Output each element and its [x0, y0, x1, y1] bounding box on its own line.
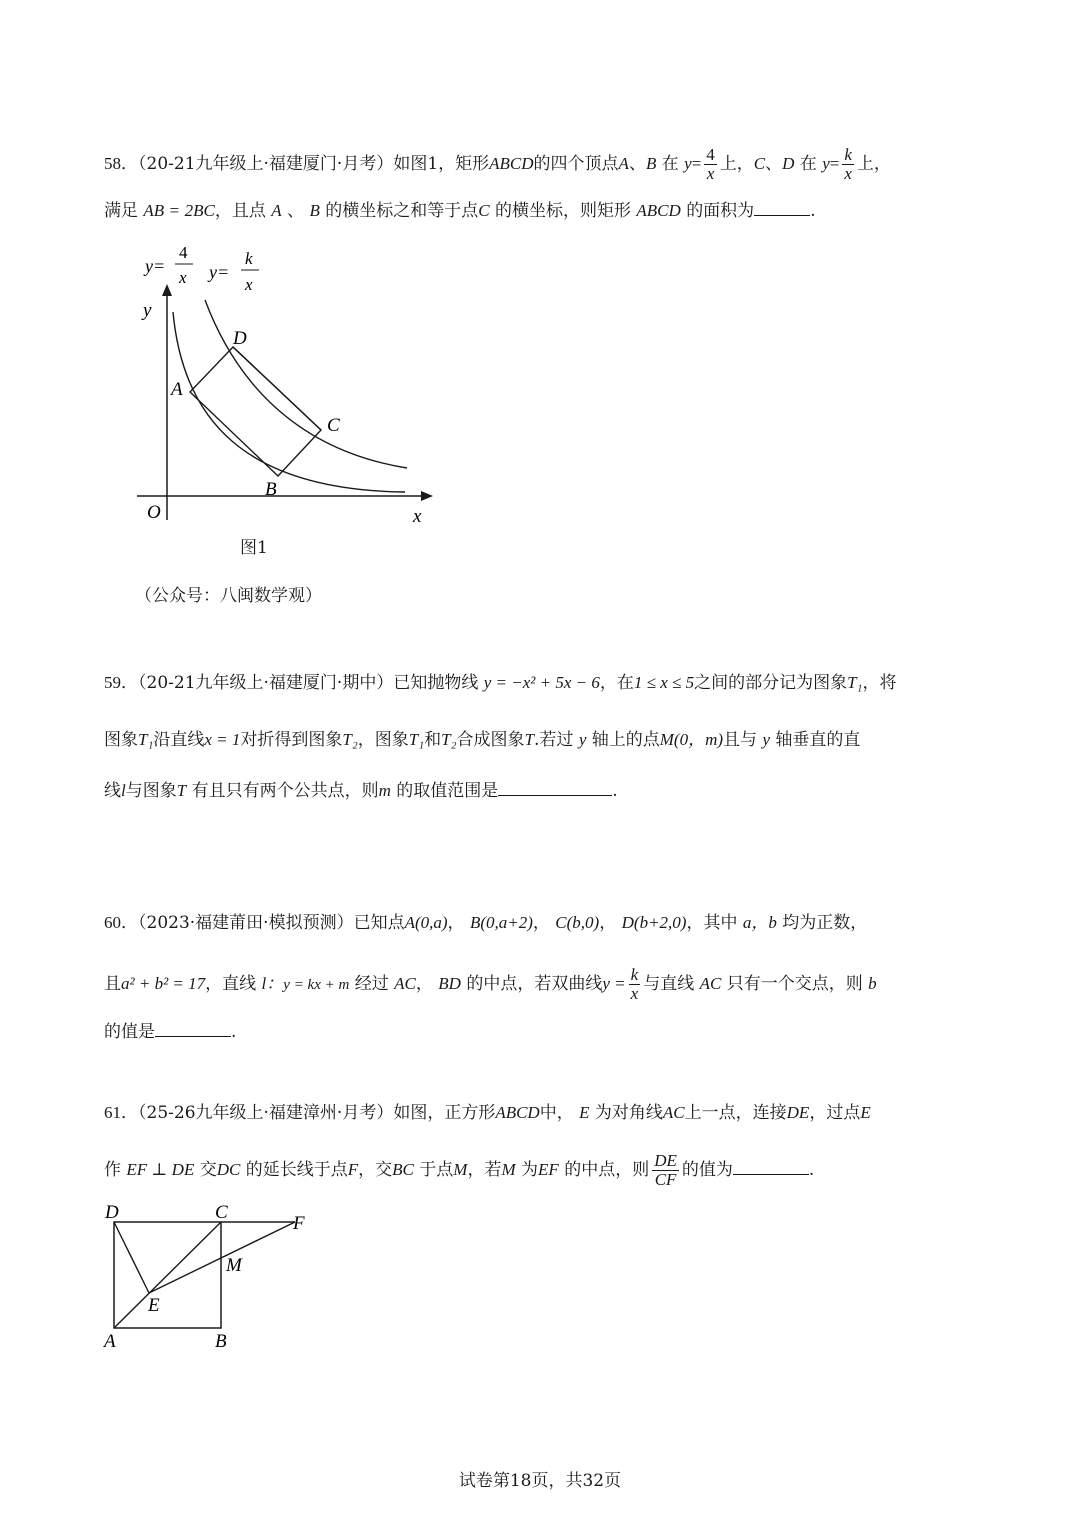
q59-text: 轴上的点 — [591, 730, 660, 750]
q61-number: 61． — [104, 1103, 138, 1122]
q60-line1: 60．（2023·福建莆田·模拟预测）已知点A(0,a)， B(0,a+2)， C(b,0)， D(b+2,0)，其中 a，b 均为正数， — [104, 913, 868, 933]
q58-math: 2BC — [184, 201, 215, 220]
q58-figure-caption: 图1 — [240, 538, 268, 558]
q59-line1 — [104, 671, 896, 695]
q60-text: 的中点，若双曲线 — [466, 974, 603, 994]
q59-T2: T₂ — [342, 730, 358, 749]
page-footer: 试卷第18页，共32页 — [458, 1471, 622, 1491]
q61-text: 中， — [539, 1103, 574, 1123]
q60-math: y = — [602, 974, 626, 993]
q61-math: BC — [392, 1160, 414, 1179]
q60-source: （2023·福建莆田·模拟预测） — [138, 913, 354, 933]
fig61-point-A: A — [104, 1331, 116, 1350]
q59-text: ，图象 — [357, 730, 409, 750]
q61-math: M — [453, 1160, 468, 1179]
q58-text: . — [810, 201, 816, 221]
q58-line2 — [104, 197, 816, 223]
q59-T1: T₁ — [138, 730, 154, 749]
q59-point-M: M(0，m) — [659, 730, 724, 749]
q60-number: 60． — [104, 913, 138, 932]
q61-text: ，若 — [467, 1160, 502, 1180]
fig61-point-C: C — [215, 1202, 228, 1223]
q59-T1: T₁ — [847, 673, 863, 692]
q58-math: ABCD — [489, 154, 534, 173]
q58-source: （20-21九年级上·福建厦门·月考） — [138, 154, 394, 174]
q60-point-B: B(0,a+2) — [469, 913, 533, 932]
q61-math: F — [347, 1160, 359, 1179]
q60-answer-blank[interactable] — [155, 1018, 231, 1037]
fig61-point-M: M — [226, 1255, 242, 1276]
q59-text: 与图象 — [125, 781, 177, 801]
fig-label-x: x — [179, 268, 187, 287]
q59-line3 — [104, 777, 618, 803]
q59-text: 之间的部分记为图象 — [694, 673, 848, 693]
q60-text: 的值是 — [104, 1022, 155, 1042]
q59-text: ，在 — [599, 673, 634, 693]
q58-answer-blank[interactable] — [754, 197, 810, 216]
q59-math: y — [578, 730, 587, 749]
q58-math: D — [782, 154, 795, 173]
q58-text: 、 — [628, 154, 646, 174]
q58-math: A — [271, 201, 282, 220]
segment-DE — [114, 1222, 149, 1293]
q59-math: y — [762, 730, 770, 749]
q60-line2: 且a² + b² = 17，直线 l：y = kx + m 经过 AC， BD 的中点，若双曲线y = $\frac{k}{x}$ 与直线 AC 只有一个交点，则 b — [104, 965, 877, 1003]
q58-math: B — [645, 154, 657, 173]
q61-frac-DE-CF — [652, 1152, 679, 1189]
q58-note: （公众号：八闽数学观） — [135, 586, 322, 606]
q61-math: M — [501, 1160, 516, 1179]
q61-text: 的延长线于点 — [245, 1160, 348, 1180]
q61-source: （25-26九年级上·福建漳州·月考） — [138, 1103, 394, 1123]
q61-text: 于点 — [419, 1160, 454, 1180]
q60-text: 经过 — [354, 974, 389, 994]
q61-math: EF ⊥ DE — [126, 1160, 195, 1179]
q58-text: 在 — [799, 154, 817, 174]
q61-text: . — [808, 1160, 815, 1180]
q58-text: 的横坐标之和等于点 — [325, 201, 479, 221]
q59-text: 图象 — [104, 730, 138, 750]
q58-text: ，且点 — [214, 201, 266, 221]
q58-math: = — [829, 154, 840, 173]
q61-text: ，交 — [358, 1160, 393, 1180]
fig61-point-E: E — [148, 1295, 160, 1316]
q59-T: T — [176, 781, 187, 800]
q58-math: y — [822, 154, 830, 173]
q58-math: B — [309, 201, 320, 220]
curve-k-over-x — [205, 300, 407, 468]
q58-math: = — [691, 154, 702, 173]
segment-EF — [149, 1222, 295, 1293]
fig-label-xaxis: x — [413, 506, 422, 527]
q59-answer-blank[interactable] — [498, 777, 612, 796]
frac-den: x — [630, 984, 639, 1003]
q61-math: ABCD — [495, 1103, 540, 1122]
fig-label-y-eq2: y= — [209, 262, 230, 282]
q61-text: 交 — [199, 1160, 217, 1180]
diagonal-AC — [114, 1222, 221, 1328]
frac-den: x — [706, 164, 715, 183]
q61-line1 — [104, 1101, 871, 1125]
q58-text: 的四个顶点 — [533, 154, 619, 174]
fig-label-y: y — [143, 300, 152, 321]
q58-text: 、 — [765, 154, 783, 174]
q61-math: DE — [786, 1103, 810, 1122]
q59-text: ，将 — [862, 673, 897, 693]
q59-text: 沿直线 — [153, 730, 205, 750]
q61-answer-blank[interactable] — [733, 1156, 809, 1175]
q58-text: 上， — [719, 154, 754, 174]
q60-line-l: l： — [261, 974, 284, 993]
q58-text: 、 — [287, 201, 305, 221]
q58-figure — [135, 240, 435, 530]
q61-math: E — [860, 1103, 871, 1122]
q59-source: （20-21九年级上·福建厦门·期中） — [138, 673, 394, 693]
q60-text: 已知点 — [353, 913, 405, 933]
q59-text: .若过 — [534, 730, 574, 750]
q58-frac-k-x — [842, 146, 854, 183]
q58-math: = — [169, 201, 180, 220]
q58-line1 — [104, 146, 891, 183]
q60-math: BD — [438, 974, 461, 993]
q59-math: x = 1 — [204, 730, 241, 749]
q59-text: 和 — [424, 730, 442, 750]
q60-text: 且 — [104, 974, 121, 994]
q59-text: 合成图象 — [456, 730, 525, 750]
q59-text: 且与 — [723, 730, 758, 750]
q59-text: 线 — [104, 781, 121, 801]
q60-text: 与直线 — [643, 974, 695, 994]
q60-point-D: D(b+2,0) — [621, 913, 687, 932]
q58-text: 的面积为 — [686, 201, 755, 221]
q60-text: 均为正数， — [782, 913, 868, 933]
q58-text: 上， — [856, 154, 891, 174]
q60-math: b — [868, 974, 877, 993]
q59-range: 1 ≤ x ≤ 5 — [633, 673, 695, 692]
q60-point-A: A(0,a) — [404, 913, 448, 932]
fig-point-B: B — [265, 479, 277, 500]
q61-figure — [100, 1195, 340, 1350]
q60-equation: a² + b² = 17 — [121, 974, 206, 993]
fig61-point-D: D — [105, 1202, 119, 1223]
y-axis-arrow — [162, 284, 172, 296]
q59-text: 的取值范围是 — [396, 781, 499, 801]
q58-math: A — [618, 154, 629, 173]
frac-num: 4 — [706, 145, 715, 164]
q60-math: a，b — [742, 913, 777, 932]
fig-point-C: C — [327, 415, 340, 436]
q58-frac-4-x — [704, 146, 717, 183]
q58-text: 满足 — [104, 201, 138, 221]
fig-point-A: A — [171, 379, 183, 400]
q61-math: EF — [538, 1160, 559, 1179]
q61-math: DC — [216, 1160, 241, 1179]
fig-label-k: k — [245, 249, 253, 268]
q58-number: 58． — [104, 154, 138, 173]
fig61-point-B: B — [215, 1331, 227, 1350]
q61-text: 作 — [104, 1160, 121, 1180]
q58-math: C — [478, 201, 490, 220]
q59-T: T — [524, 730, 534, 749]
q59-parabola-eq: y = −x² + 5x − 6 — [483, 673, 600, 692]
q60-point-C: C(b,0) — [555, 913, 600, 932]
q60-text: ，直线 — [205, 974, 257, 994]
fig-label-O: O — [147, 502, 161, 523]
fig-label-4: 4 — [179, 243, 188, 262]
q58-text: 如图1，矩形 — [393, 154, 490, 174]
q61-line2 — [104, 1152, 814, 1189]
frac-num: k — [630, 965, 639, 984]
q61-text: ，过点 — [809, 1103, 861, 1123]
fig-label-y-eq: y= — [145, 256, 166, 276]
q58-math: C — [753, 154, 766, 173]
q59-text: 有且只有两个公共点，则 — [191, 781, 379, 801]
fig61-point-F: F — [293, 1213, 305, 1234]
q59-math: l — [121, 781, 126, 800]
q59-text: 对折得到图象 — [240, 730, 343, 750]
q60-text: . — [231, 1022, 237, 1042]
q59-math: m — [378, 781, 391, 800]
frac-num: DE — [654, 1151, 677, 1170]
q60-text: ，其中 — [686, 913, 738, 933]
q58-math: ABCD — [636, 201, 681, 220]
q61-text: 如图，正方形 — [393, 1103, 496, 1123]
q61-text: 上一点，连接 — [684, 1103, 787, 1123]
segment-DC — [233, 347, 321, 430]
q59-text: . — [612, 781, 618, 801]
q60-text: 只有一个交点，则 — [726, 974, 863, 994]
q60-line3 — [104, 1018, 236, 1044]
frac-den: CF — [654, 1170, 677, 1189]
q59-text: 轴垂直的直 — [775, 730, 861, 750]
q58-text: 在 — [661, 154, 679, 174]
q60-frac-k-x — [629, 966, 641, 1003]
q59-line2 — [104, 728, 860, 752]
fig-point-D: D — [233, 328, 247, 349]
q61-text: 的值为 — [681, 1160, 733, 1180]
q59-T2: T₂ — [441, 730, 457, 749]
q61-math: E — [579, 1103, 590, 1122]
q59-T1: T₁ — [408, 730, 425, 749]
q60-line-equation: y = kx + m — [283, 977, 350, 993]
q60-math: AC — [394, 974, 416, 993]
frac-den: x — [844, 164, 852, 183]
q58-math: AB — [143, 201, 165, 220]
frac-num: k — [844, 145, 852, 164]
q58-math: y — [684, 154, 692, 173]
q61-text: 的中点，则 — [564, 1160, 650, 1180]
q60-math: AC — [699, 974, 722, 993]
q58-text: 的横坐标，则矩形 — [494, 201, 631, 221]
q61-math: AC — [662, 1103, 685, 1122]
q61-text: 为 — [521, 1160, 539, 1180]
x-axis-arrow — [421, 491, 433, 501]
q59-number: 59． — [104, 673, 138, 692]
fig-label-x2: x — [245, 275, 253, 294]
q59-text: 已知抛物线 — [393, 673, 479, 693]
q61-text: 为对角线 — [594, 1103, 663, 1123]
